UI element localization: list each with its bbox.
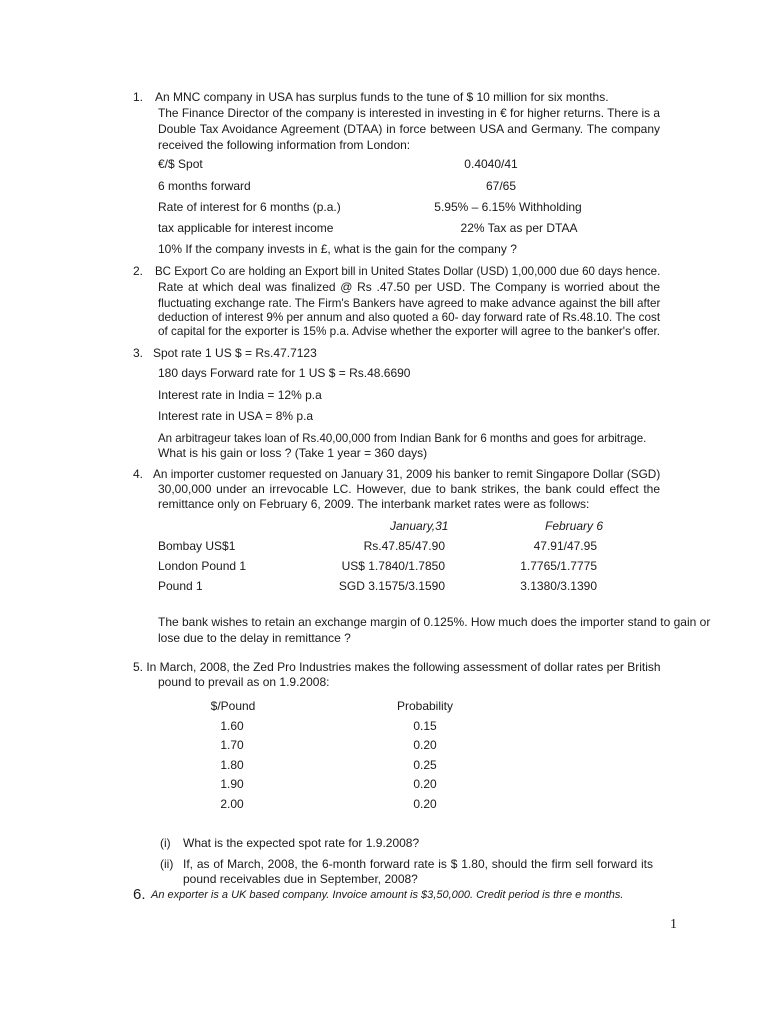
q1-row-label: 6 months forward [158, 179, 251, 193]
q5-sub-number: (i) [160, 836, 171, 850]
q5-first: 5. In March, 2008, the Zed Pro Industries makes the following assessment of dollar rates per British [133, 660, 661, 674]
q5-prob: 0.20 [413, 738, 437, 752]
q3-number: 3. [133, 346, 144, 360]
q5-header-prob: Probability [396, 699, 454, 713]
q5-prob: 0.20 [413, 797, 437, 811]
q3-item: 180 days Forward rate for 1 US $ = Rs.48.6690 [158, 366, 411, 380]
q5-second: pound to prevail as on 1.9.2008: [158, 675, 330, 689]
q5-prob: 0.25 [413, 758, 437, 772]
q4-row-jan: Rs.47.85/47.90 [363, 539, 445, 553]
q2-line-5: of capital for the exporter is 15% p.a. Advise whether the exporter will agree to the banker's offer. [158, 324, 661, 338]
q6-text: An exporter is a UK based company. Invoice amount is $3,50,000. Credit period is thre e months. [151, 889, 624, 901]
q5-rate: 1.80 [220, 758, 244, 772]
q1-line-1: An MNC company in USA has surplus funds to the tune of $ 10 million for six months. [155, 90, 609, 104]
q4-row-label: Bombay US$1 [158, 539, 236, 553]
q6-number: 6. [133, 886, 146, 903]
q1-line-4: received the following information from London: [158, 138, 411, 152]
q2-line-4: deduction of interest 9% per annum and also quoted a 60- day forward rate of Rs.48.10. The cost [158, 310, 661, 324]
q5-header-rate: $/Pound [210, 699, 256, 713]
q5-sub-number: (ii) [160, 857, 174, 871]
q4-row-feb: 47.91/47.95 [533, 539, 597, 553]
q5-sub-line: pound receivables due in September, 2008? [183, 872, 418, 886]
q4-col-header-jan: January,31 [390, 519, 449, 533]
q1-row-label: Rate of interest for 6 months (p.a.) [158, 200, 341, 214]
q1-row-value: 22% Tax as per DTAA [460, 221, 578, 235]
q4-row-label: London Pound 1 [158, 559, 247, 573]
q1-line-2: The Finance Director of the company is interested in investing in € for higher returns. There is a [158, 106, 661, 120]
q4-closing-2: lose due to the delay in remittance ? [158, 631, 351, 645]
q1-row-value: 67/65 [485, 179, 517, 193]
q1-row-label: tax applicable for interest income [158, 221, 334, 235]
q1-row-label: €/$ Spot [158, 157, 203, 171]
q2-line-2: Rate at which deal was finalized @ Rs .47.50 per USD. The Company is worried about the [158, 280, 660, 294]
q3-item: Interest rate in India = 12% p.a [158, 388, 322, 402]
q4-col-header-feb: February 6 [545, 519, 604, 533]
q2-line-1: BC Export Co are holding an Export bill in United States Dollar (USD) 1,00,000 due 60 days hence. [155, 264, 661, 278]
q3-item: Interest rate in USA = 8% p.a [158, 409, 314, 423]
q2-number: 2. [133, 264, 144, 278]
q1-row-value: 0.4040/41 [464, 157, 518, 171]
q3-first: Spot rate 1 US $ = Rs.47.7123 [153, 346, 317, 360]
q4-row-jan: SGD 3.1575/3.1590 [338, 579, 445, 593]
q4-row-jan: US$ 1.7840/1.7850 [341, 559, 445, 573]
q4-line-1: An importer customer requested on January 31, 2009 his banker to remit Singapore Dollar (SGD) [153, 467, 661, 481]
q2-line-3: fluctuating exchange rate. The Firm's Bankers have agreed to make advance against the bill after [158, 296, 661, 310]
q4-number: 4. [133, 467, 144, 481]
q1-row-value: 5.95% – 6.15% Withholding [434, 200, 582, 214]
q4-row-feb: 3.1380/3.1390 [520, 579, 597, 593]
q4-closing-1: The bank wishes to retain an exchange margin of 0.125%. How much does the importer stand to gain or [158, 615, 711, 629]
q4-row-feb: 1.7765/1.7775 [520, 559, 597, 573]
q3-line-1: An arbitrageur takes loan of Rs.40,00,000 from Indian Bank for 6 months and goes for arbitrage. [158, 431, 647, 445]
q5-rate: 1.60 [220, 719, 244, 733]
q1-number: 1. [133, 90, 144, 104]
q5-rate: 2.00 [220, 797, 244, 811]
q5-prob: 0.20 [413, 777, 437, 791]
page-number: 1 [670, 917, 677, 932]
q5-sub-line: If, as of March, 2008, the 6-month forward rate is $ 1.80, should the firm sell forward its [183, 857, 653, 871]
q5-rate: 1.90 [220, 777, 244, 791]
q4-line-3: remittance only on February 6, 2009. The interbank market rates were as follows: [158, 497, 590, 511]
q4-row-label: Pound 1 [158, 579, 203, 593]
q1-footer: 10% If the company invests in £, what is the gain for the company ? [158, 242, 517, 256]
q5-rate: 1.70 [220, 738, 244, 752]
q5-prob: 0.15 [413, 719, 437, 733]
q4-line-2: 30,00,000 under an irrevocable LC. However, due to bank strikes, the bank could effect the [158, 482, 660, 496]
q5-sub-line: What is the expected spot rate for 1.9.2008? [183, 836, 420, 850]
q3-line-2: What is his gain or loss ? (Take 1 year = 360 days) [158, 446, 428, 460]
q1-line-3: Double Tax Avoidance Agreement (DTAA) in force between USA and Germany. The company [158, 122, 660, 136]
